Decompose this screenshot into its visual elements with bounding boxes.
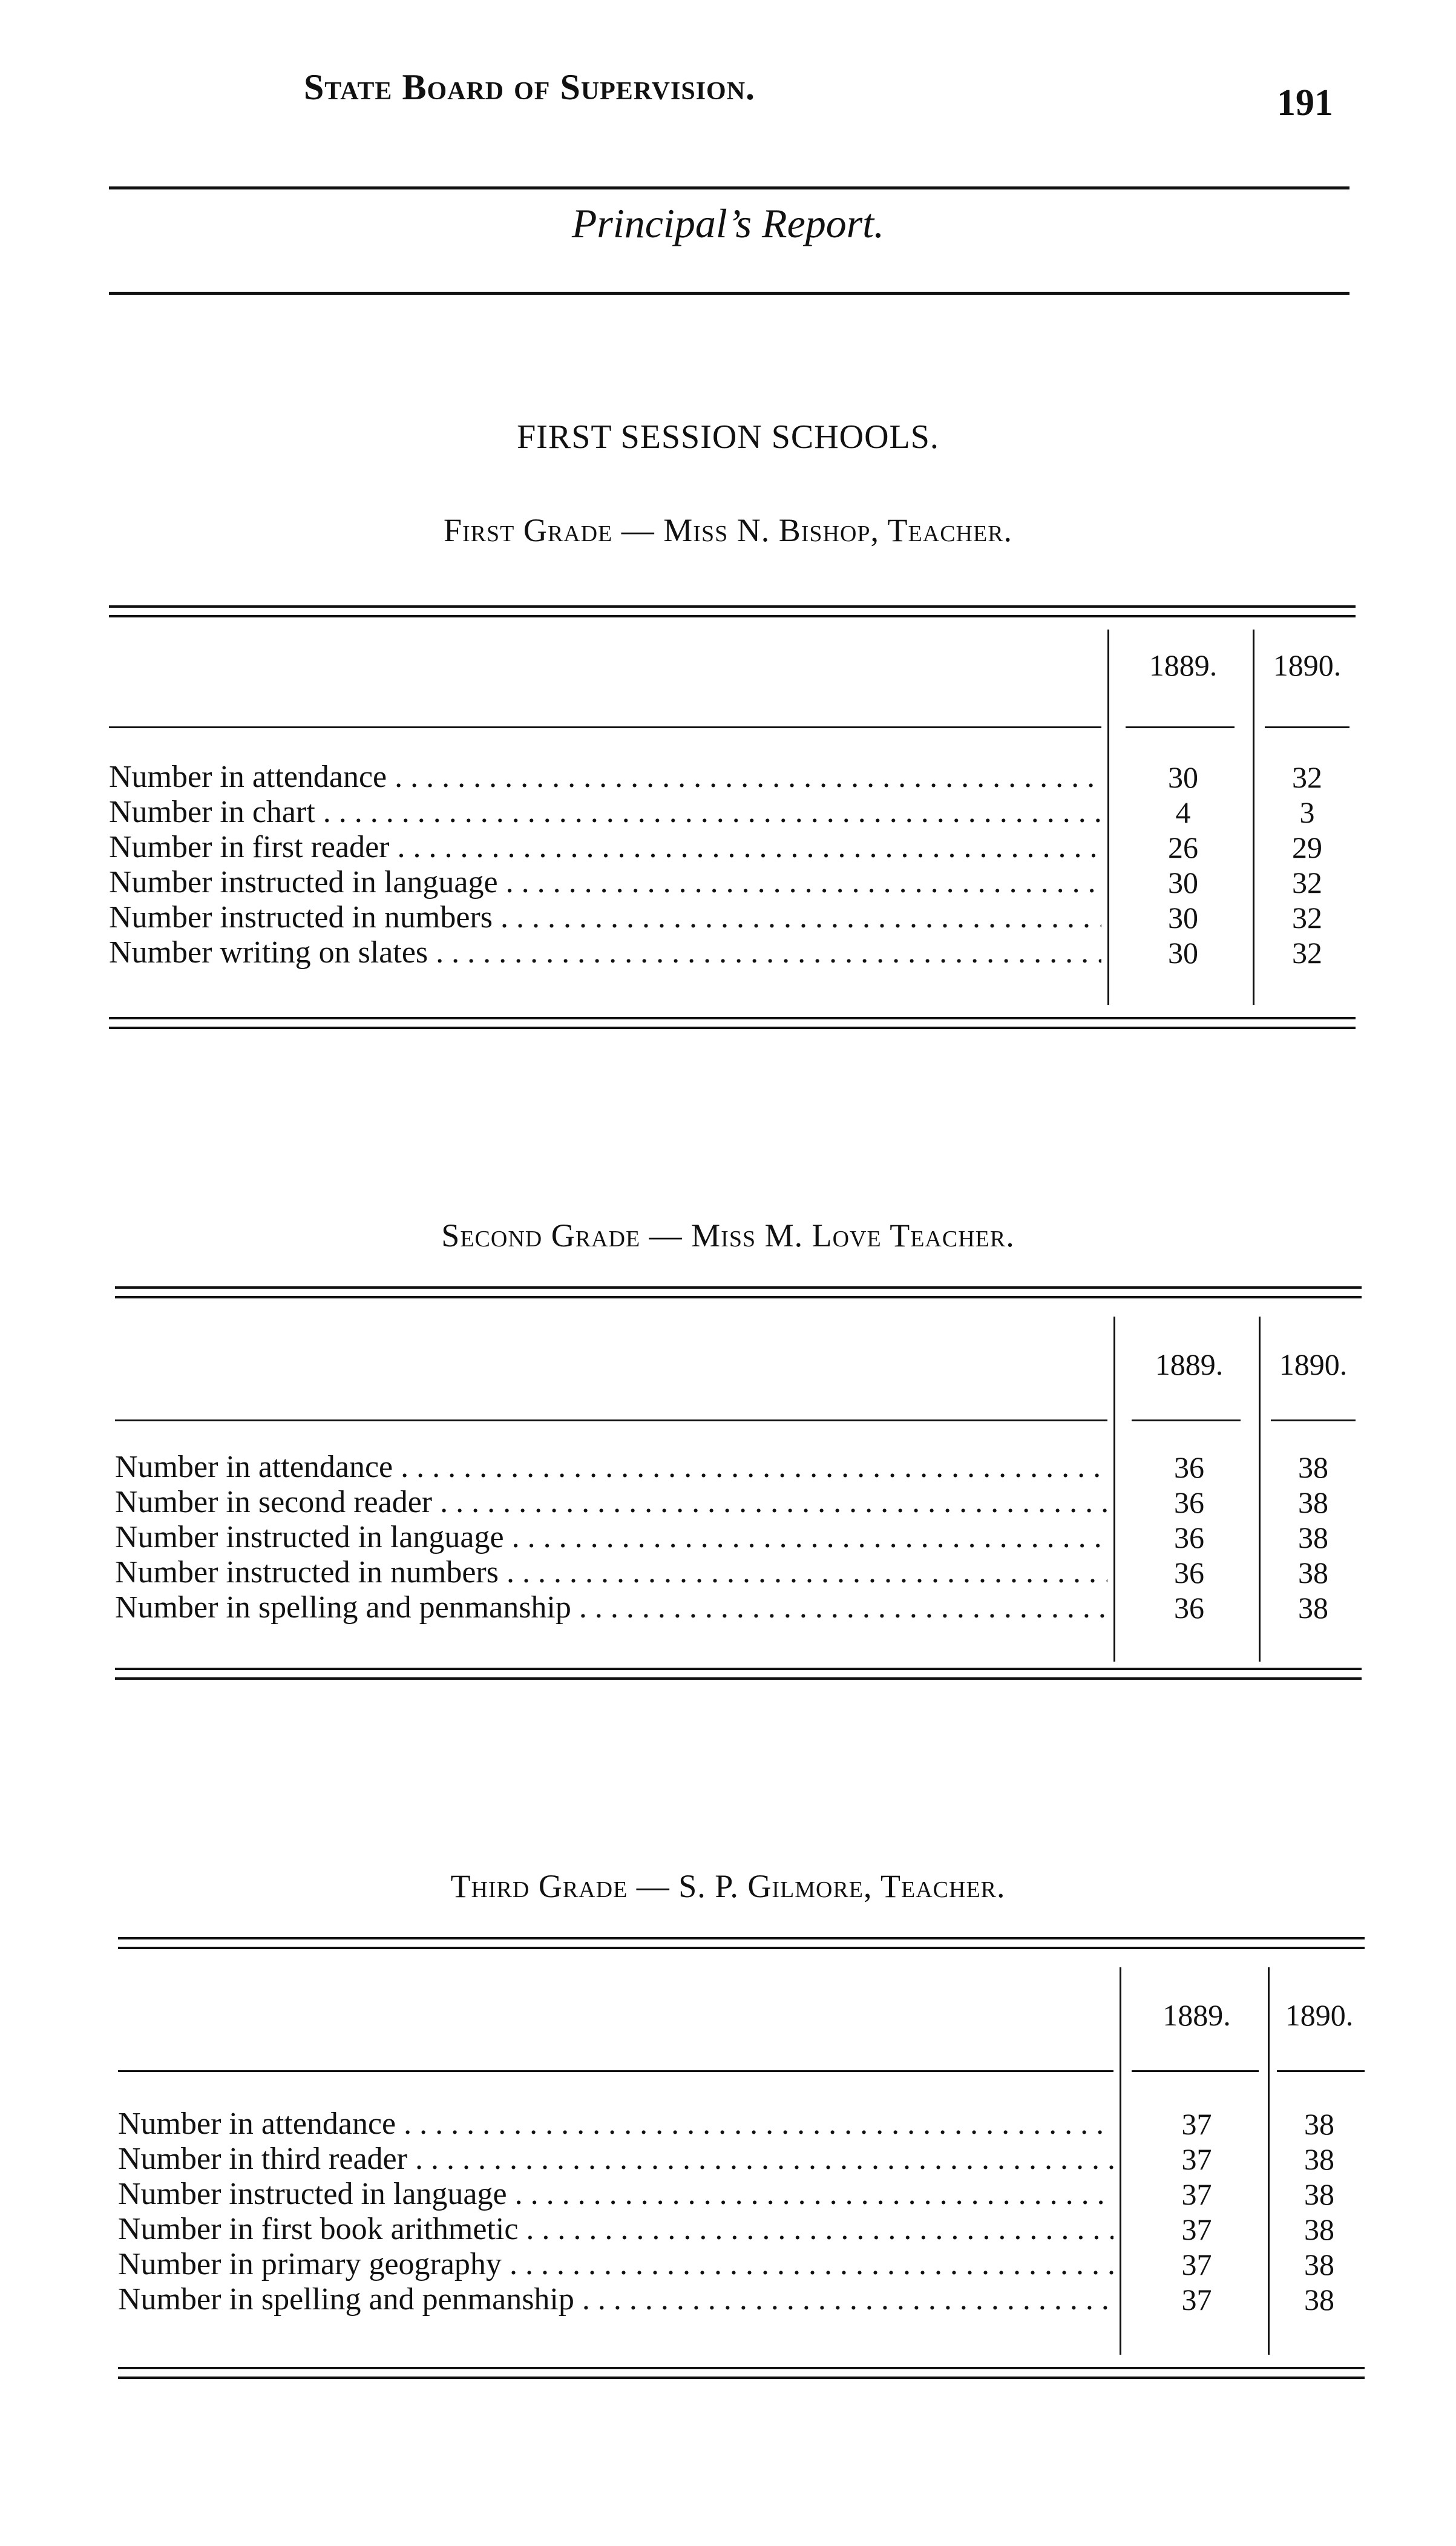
row-label: Number instructed in language . . .: [118, 2177, 1113, 2212]
header-underline: [1132, 2070, 1259, 2072]
table-bottom-rule: [115, 1668, 1362, 1680]
row-label: Number in third reader . . .: [118, 2142, 1113, 2177]
header-rule-top: [109, 186, 1349, 189]
value-1889: 36: [1174, 1591, 1204, 1625]
value-1890: 38: [1304, 2248, 1334, 2281]
value-1889: 26: [1168, 831, 1198, 864]
row-label: Number instructed in language . . .: [109, 865, 1101, 900]
row-label: Number in chart . . .: [109, 795, 1101, 830]
table-heading-third-grade: Third Grade — S. P. Gilmore, Teacher.: [450, 1868, 1006, 1904]
value-1890: 32: [1292, 866, 1322, 900]
year-header-1890: 1890.: [1285, 1998, 1354, 2032]
header-underline: [1277, 2070, 1365, 2072]
table-top-rule: [109, 605, 1356, 617]
value-1890: 32: [1292, 901, 1322, 935]
value-1889: 30: [1168, 760, 1198, 794]
value-1889: 36: [1174, 1485, 1204, 1519]
value-1889: 37: [1181, 2107, 1212, 2141]
table-bottom-rule: [109, 1017, 1356, 1029]
header-underline: [109, 726, 1101, 728]
header-underline: [1265, 726, 1349, 728]
value-1890: 38: [1304, 2142, 1334, 2176]
value-1890: 38: [1304, 2107, 1334, 2141]
column-divider: [1120, 1967, 1121, 2355]
row-label: Number instructed in language . . .: [115, 1520, 1107, 1555]
page-number: 191: [1277, 82, 1333, 123]
year-header-1889: 1889.: [1163, 1998, 1231, 2032]
value-1889: 30: [1168, 866, 1198, 900]
row-label: Number in first book arithmetic . . .: [118, 2212, 1113, 2247]
value-1889: 4: [1175, 795, 1191, 829]
column-divider: [1107, 630, 1109, 1005]
running-head: State Board of Supervision.: [303, 67, 756, 107]
value-1889: 36: [1174, 1450, 1204, 1484]
value-1890: 38: [1304, 2212, 1334, 2246]
value-1890: 32: [1292, 760, 1322, 794]
value-1890: 38: [1298, 1485, 1328, 1519]
year-header-1890: 1890.: [1279, 1347, 1348, 1381]
table-heading-second-grade: Second Grade — Miss M. Love Teacher.: [441, 1217, 1015, 1254]
value-1890: 38: [1298, 1591, 1328, 1625]
header-underline: [1271, 1419, 1356, 1421]
value-1889: 36: [1174, 1556, 1204, 1590]
column-divider: [1259, 1317, 1261, 1662]
value-1890: 32: [1292, 936, 1322, 970]
header-rule-bottom: [109, 292, 1349, 295]
row-label: Number in spelling and penmanship . . .: [118, 2282, 1113, 2317]
year-header-1890: 1890.: [1273, 648, 1342, 682]
value-1890: 38: [1298, 1521, 1328, 1554]
value-1890: 38: [1304, 2177, 1334, 2211]
value-1890: 38: [1298, 1450, 1328, 1484]
value-1889: 37: [1181, 2212, 1212, 2246]
row-label: Number in primary geography . . .: [118, 2247, 1113, 2282]
header-underline: [118, 2070, 1113, 2072]
value-1889: 37: [1181, 2142, 1212, 2176]
year-header-1889: 1889.: [1149, 648, 1218, 682]
row-label: Number in attendance . . .: [115, 1450, 1107, 1485]
section-heading: FIRST SESSION SCHOOLS.: [517, 418, 939, 456]
page-subtitle: Principal’s Report.: [571, 200, 885, 246]
table-heading-first-grade: First Grade — Miss N. Bishop, Teacher.: [443, 512, 1013, 548]
column-divider: [1268, 1967, 1270, 2355]
row-label: Number in attendance . . .: [118, 2107, 1113, 2142]
value-1890: 38: [1304, 2283, 1334, 2317]
table-top-rule: [115, 1286, 1362, 1298]
value-1889: 36: [1174, 1521, 1204, 1554]
header-underline: [115, 1419, 1107, 1421]
header-underline: [1126, 726, 1235, 728]
row-label: Number in first reader . . .: [109, 830, 1101, 865]
row-label: Number in attendance . . .: [109, 760, 1101, 795]
table-third-grade: [118, 1937, 1365, 2385]
row-label: Number instructed in numbers . . .: [109, 900, 1101, 935]
table-second-grade: [115, 1286, 1362, 1692]
row-label: Number in spelling and penmanship . . .: [115, 1590, 1107, 1625]
column-divider: [1113, 1317, 1115, 1662]
row-label: Number in second reader . . .: [115, 1485, 1107, 1520]
value-1889: 37: [1181, 2283, 1212, 2317]
column-divider: [1253, 630, 1254, 1005]
table-first-grade: [109, 605, 1356, 1035]
value-1889: 30: [1168, 901, 1198, 935]
value-1889: 37: [1181, 2248, 1212, 2281]
value-1890: 29: [1292, 831, 1322, 864]
table-top-rule: [118, 1937, 1365, 1949]
table-bottom-rule: [118, 2367, 1365, 2379]
value-1890: 3: [1299, 795, 1315, 829]
value-1889: 30: [1168, 936, 1198, 970]
value-1890: 38: [1298, 1556, 1328, 1590]
header-underline: [1132, 1419, 1241, 1421]
value-1889: 37: [1181, 2177, 1212, 2211]
row-label: Number instructed in numbers . . .: [115, 1555, 1107, 1590]
row-label: Number writing on slates . . .: [109, 935, 1101, 970]
year-header-1889: 1889.: [1155, 1347, 1224, 1381]
